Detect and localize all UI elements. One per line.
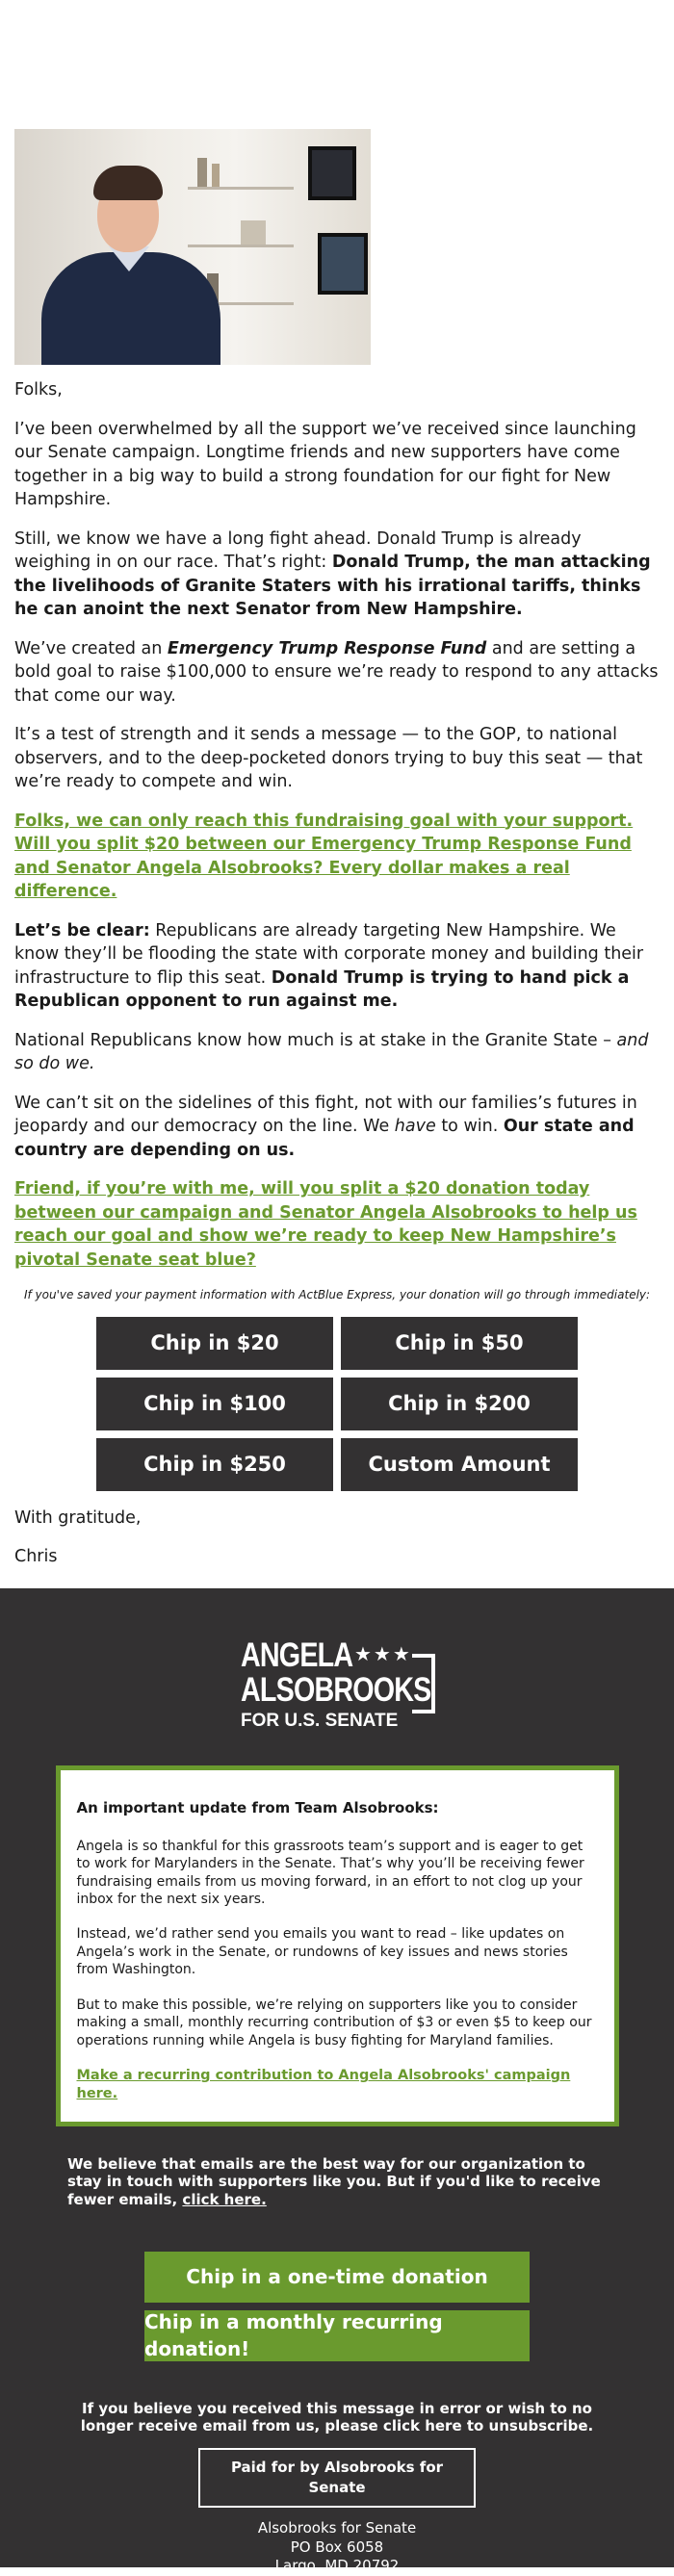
logo-line-senate: FOR U.S. SENATE xyxy=(241,1710,399,1731)
p3-text-a: We’ve created an xyxy=(14,638,168,658)
p2-text: Still, we know we have a long fight ahead. Donald Trump is already weighing in on our race. That’s right: xyxy=(14,528,582,572)
paragraph-national-republicans xyxy=(14,1029,660,1076)
update-paragraph-1: Angela is so thankful for this grassroots team’s support and is eager to get to work for Marylanders in the Senate. That’s why you’ll be receiving fewer fundraising emails from us moving forward, in an effort to not clog up your inbox for the next six years. xyxy=(76,1838,584,1907)
p6-text: National Republicans know how much is at stake in the Granite State – xyxy=(14,1030,617,1050)
update-paragraph-2: Instead, we’d rather send you emails you want to read – like updates on Angela’s work in the Senate, or rundowns of key issues and news stories from Washington. xyxy=(76,1926,568,1978)
logo-bracket xyxy=(412,1654,435,1713)
address-line-1: Alsobrooks for Senate xyxy=(257,2518,417,2537)
donate-link-split-donation[interactable]: Friend, if you’re with me, will you split a $20 donation today between our campaign and Senator Angela Alsobrooks to help us reach our goal and show we’re ready to keep New Hampshire’s pivotal Senate seat blue? xyxy=(14,1179,637,1270)
p7-bold: Our state and country are depending on us. xyxy=(14,1117,635,1160)
top-spacer xyxy=(0,0,674,129)
p5-bold: Donald Trump is trying to hand pick a Republican opponent to run against me. xyxy=(14,967,630,1011)
chip-in-100-button[interactable]: Chip in $100 xyxy=(96,1378,333,1430)
mailing-address xyxy=(0,2519,674,2576)
paragraph-support: I’ve been overwhelmed by all the support we’ve received since launching our Senate campaign. Longtime friends and new supporters have come together in a big way to build a strong foundation for our fight for New Hampshire. xyxy=(14,419,636,509)
email-preferences xyxy=(67,2155,607,2209)
greeting: Folks, xyxy=(14,380,63,399)
signature: Chris xyxy=(14,1547,58,1567)
signoff: With gratitude, xyxy=(14,1507,142,1528)
paragraph-lets-be-clear xyxy=(14,919,660,1014)
update-title: An important update from Team Alsobrooks: xyxy=(76,1798,439,1816)
p6-italic: and so do we. xyxy=(14,1030,649,1073)
paragraph-response-fund xyxy=(14,637,660,708)
chip-in-250-button[interactable]: Chip in $250 xyxy=(96,1438,333,1491)
email-body xyxy=(0,129,674,1569)
p5-text: Republicans are already targeting New Hampshire. We know they’ll be flooding the state with corporate money and building their infrastructure to flip this seat. xyxy=(14,920,644,988)
p7-text-b: to win. xyxy=(435,1117,504,1136)
address-line-2: PO Box 6058 xyxy=(290,2537,384,2556)
candidate-photo xyxy=(14,129,371,365)
p3-text-b: and are setting a bold goal to raise $100,000 to ensure we’re ready to respond to any attacks that come our way. xyxy=(14,638,659,706)
chip-in-20-button[interactable]: Chip in $20 xyxy=(96,1317,333,1370)
chip-in-50-button[interactable]: Chip in $50 xyxy=(341,1317,578,1370)
p7-text-a: We can’t sit on the sidelines of this fight, not with our families’s futures in jeopardy and our democracy on the line. We xyxy=(14,1093,637,1136)
p3-fund-name: Emergency Trump Response Fund xyxy=(167,638,487,658)
p5-lead: Let’s be clear: xyxy=(14,920,150,940)
paragraph-trump-weighing-in xyxy=(14,528,660,622)
donation-buttons xyxy=(96,1317,578,1491)
logo-line-angela: ANGELA xyxy=(241,1636,353,1674)
chip-in-200-button[interactable]: Chip in $200 xyxy=(341,1378,578,1430)
actblue-note: If you've saved your payment information with ActBlue Express, your donation will go through immediately: xyxy=(23,1288,651,1301)
custom-amount-button[interactable]: Custom Amount xyxy=(341,1438,578,1491)
paragraph-test-of-strength: It’s a test of strength and it sends a message — to the GOP, to national observers, and to the deep-pocketed donors trying to buy this seat — that we’re ready to compete and win. xyxy=(14,725,643,791)
footer xyxy=(0,1588,674,2575)
address-line-3: Largo, MD 20792 xyxy=(274,2557,400,2575)
campaign-logo xyxy=(241,1638,433,1746)
unsubscribe-text[interactable]: If you believe you received this message in error or wish to no longer receive email from us, please click here to unsubscribe. xyxy=(80,2399,594,2434)
recurring-contribution-link[interactable]: Make a recurring contribution to Angela Alsobrooks' campaign here. xyxy=(76,2068,571,2102)
p7-italic: have xyxy=(394,1117,436,1136)
logo-stars-icon: ★★★ xyxy=(354,1641,412,1665)
update-box xyxy=(56,1765,619,2126)
one-time-donation-button[interactable]: Chip in a one-time donation xyxy=(144,2252,530,2303)
fewer-emails-link[interactable]: click here. xyxy=(182,2191,267,2209)
paragraph-sidelines xyxy=(14,1092,660,1163)
donate-link-split-20[interactable]: Folks, we can only reach this fundraising goal with your support. Will you split $20 between our Emergency Trump Response Fund and Senator Angela Alsobrooks? Every dollar makes a real difference. xyxy=(14,811,634,901)
paid-for-box: Paid for by Alsobrooks for Senate xyxy=(198,2448,476,2508)
prefs-text: We believe that emails are the best way for our organization to stay in touch with supporters like you. But if you'd like to receive fewer emails, xyxy=(67,2154,601,2209)
monthly-donation-button[interactable]: Chip in a monthly recurring donation! xyxy=(144,2310,530,2361)
logo-line-alsobrooks: ALSOBROOKS xyxy=(241,1670,431,1709)
p2-bold: Donald Trump, the man attacking the livelihoods of Granite Staters with his irrational tariffs, thinks he can anoint the next Senator from New Hampshire. xyxy=(14,553,651,619)
update-paragraph-3: But to make this possible, we’re relying on supporters like you to consider making a small, monthly recurring contribution of $3 or even $5 to keep our operations running while Angela is busy fighting for Maryland families. xyxy=(76,1996,592,2048)
